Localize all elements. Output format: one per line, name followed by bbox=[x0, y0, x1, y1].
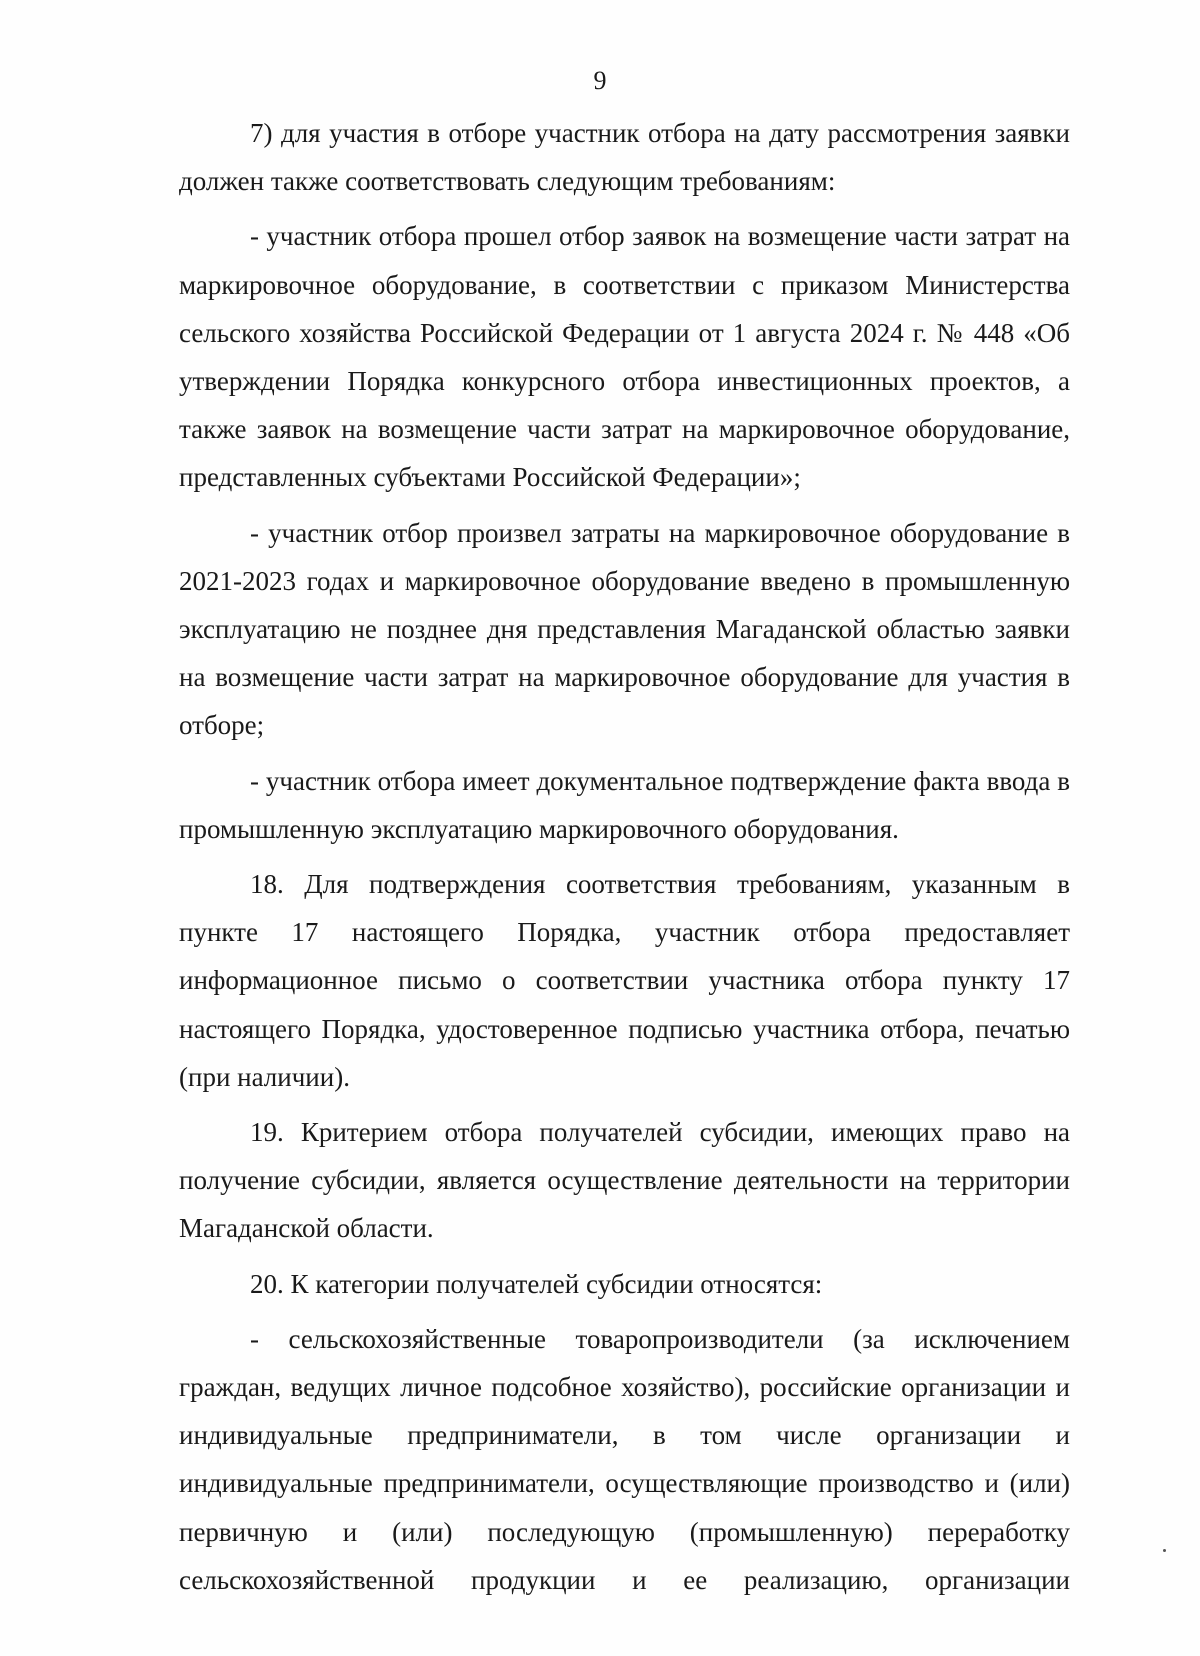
paragraph-recipient-categories: - сельскохозяйственные товаропроизводители (за исключением граждан, ведущих личное подсобное хозяйство), российские организации и индивидуальные предприниматели, в том числе организации и индивидуальные предприниматели, осуществляющие производство и (или) первичную и (или) последующую (промышленную) переработку сельскохозяйственной продукции и ее реализацию, организации bbox=[179, 1323, 1070, 1595]
paragraph-requirement-selection-passed: - участник отбора прошел отбор заявок на возмещение части затрат на маркировочное оборудование, в соответствии с приказом Министерства сельского хозяйства Российской Федерации от 1 августа 2024 г. № 448 «Об утверждении Порядка конкурсного отбора инвестиционных проектов, а также заявок на возмещение части затрат на маркировочное оборудование, представленных субъектами Российской Федерации»; bbox=[179, 221, 1070, 493]
paragraph-requirement-costs-incurred: - участник отбор произвел затраты на маркировочное оборудование в 2021-2023 годах и маркировочное оборудование введено в промышленную эксплуатацию не позднее дня представления Магаданской областью заявки на возмещение части затрат на маркировочное оборудование для участия в отборе; bbox=[179, 517, 1070, 741]
paragraph-requirement-documentation: - участник отбора имеет документальное подтверждение факта ввода в промышленную эксплуатацию маркировочного оборудования. bbox=[179, 765, 1070, 844]
paragraph-18: 18. Для подтверждения соответствия требованиям, указанным в пункте 17 настоящего Порядка, участник отбора предоставляет информационное письмо о соответствии участника отбора пункту 17 настоящего Порядка, удостоверенное подписью участника отбора, печатью (при наличии). bbox=[179, 869, 1070, 1092]
page-number: 9 bbox=[593, 66, 607, 95]
paragraph-20: 20. К категории получателей субсидии относятся: bbox=[250, 1268, 823, 1299]
document-body bbox=[179, 109, 1070, 1604]
paragraph-7: 7) для участия в отборе участник отбора на дату рассмотрения заявки должен также соответствовать следующим требованиям: bbox=[179, 118, 1070, 197]
scan-speck bbox=[1163, 1549, 1166, 1552]
paragraph-19: 19. Критерием отбора получателей субсидии, имеющих право на получение субсидии, является осуществление деятельности на территории Магаданской области. bbox=[179, 1117, 1070, 1244]
